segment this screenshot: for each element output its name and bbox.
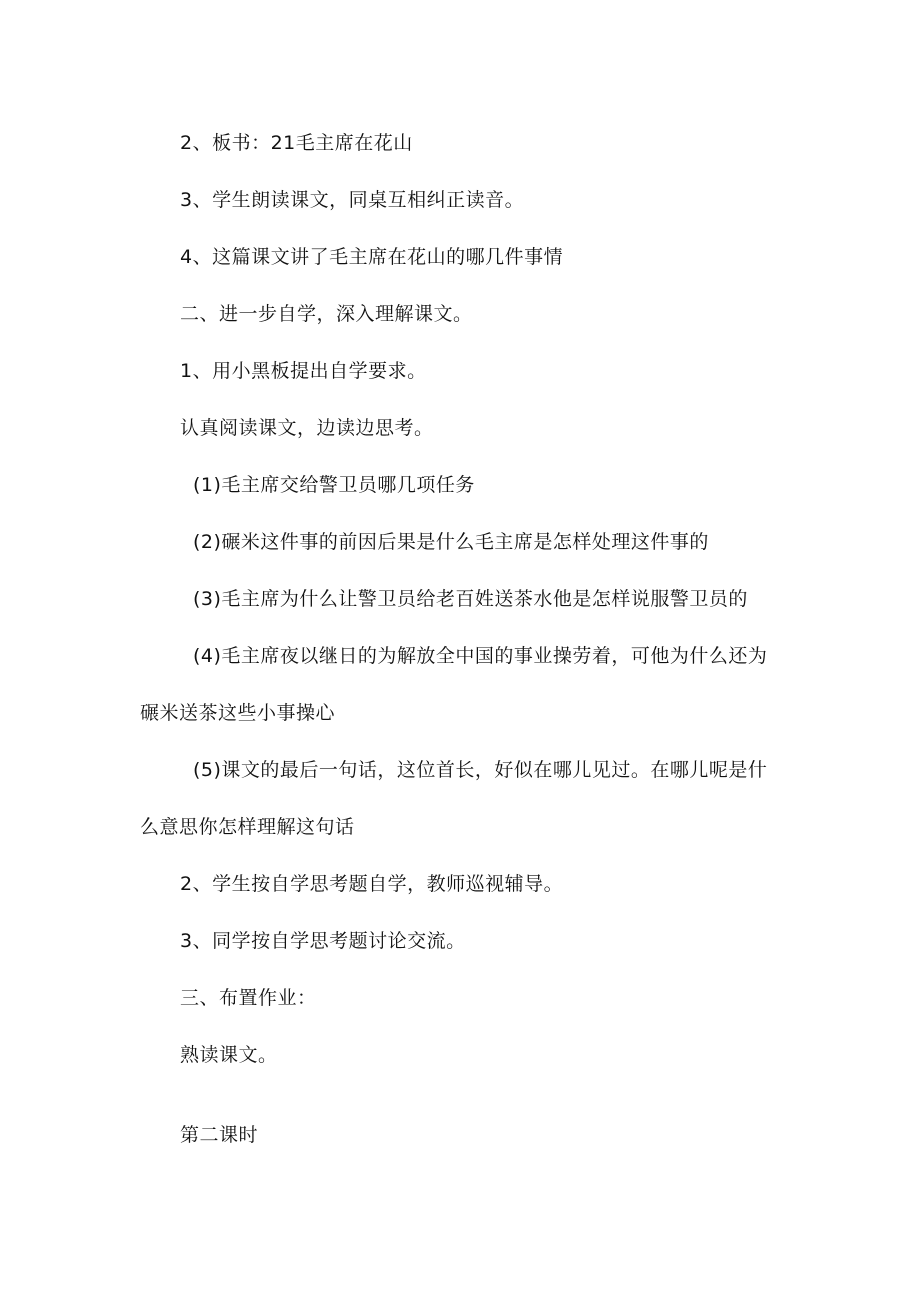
question-5-continued: 么意思你怎样理解这句话 xyxy=(140,816,355,838)
question-5: (5)课文的最后一句话，这位首长，好似在哪儿见过。在哪儿呢是什 xyxy=(193,759,768,781)
question-1: (1)毛主席交给警卫员哪几项任务 xyxy=(193,474,475,496)
question-4: (4)毛主席夜以继日的为解放全中国的事业操劳着，可他为什么还为 xyxy=(193,645,768,667)
text-line-homework: 熟读课文。 xyxy=(180,1044,278,1066)
question-3: (3)毛主席为什么让警卫员给老百姓送茶水他是怎样说服警卫员的 xyxy=(193,588,748,610)
text-line-instruction: 认真阅读课文，边读边思考。 xyxy=(180,417,434,439)
question-2: (2)碾米这件事的前因后果是什么毛主席是怎样处理这件事的 xyxy=(193,531,709,553)
section-heading-3: 三、布置作业： xyxy=(180,987,317,1009)
text-line-self-study: 2、学生按自学思考题自学，教师巡视辅导。 xyxy=(180,873,564,895)
section-heading-2: 二、进一步自学，深入理解课文。 xyxy=(180,303,473,325)
text-line-step-2: 2、板书：21毛主席在花山 xyxy=(180,132,413,154)
text-line-discussion: 3、同学按自学思考题讨论交流。 xyxy=(180,930,466,952)
text-line-step-3: 3、学生朗读课文，同桌互相纠正读音。 xyxy=(180,189,525,211)
text-line-requirement: 1、用小黑板提出自学要求。 xyxy=(180,360,427,382)
question-4-continued: 碾米送茶这些小事操心 xyxy=(140,702,336,724)
text-line-step-4: 4、这篇课文讲了毛主席在花山的哪几件事情 xyxy=(180,246,564,268)
lesson-heading: 第二课时 xyxy=(180,1124,259,1146)
